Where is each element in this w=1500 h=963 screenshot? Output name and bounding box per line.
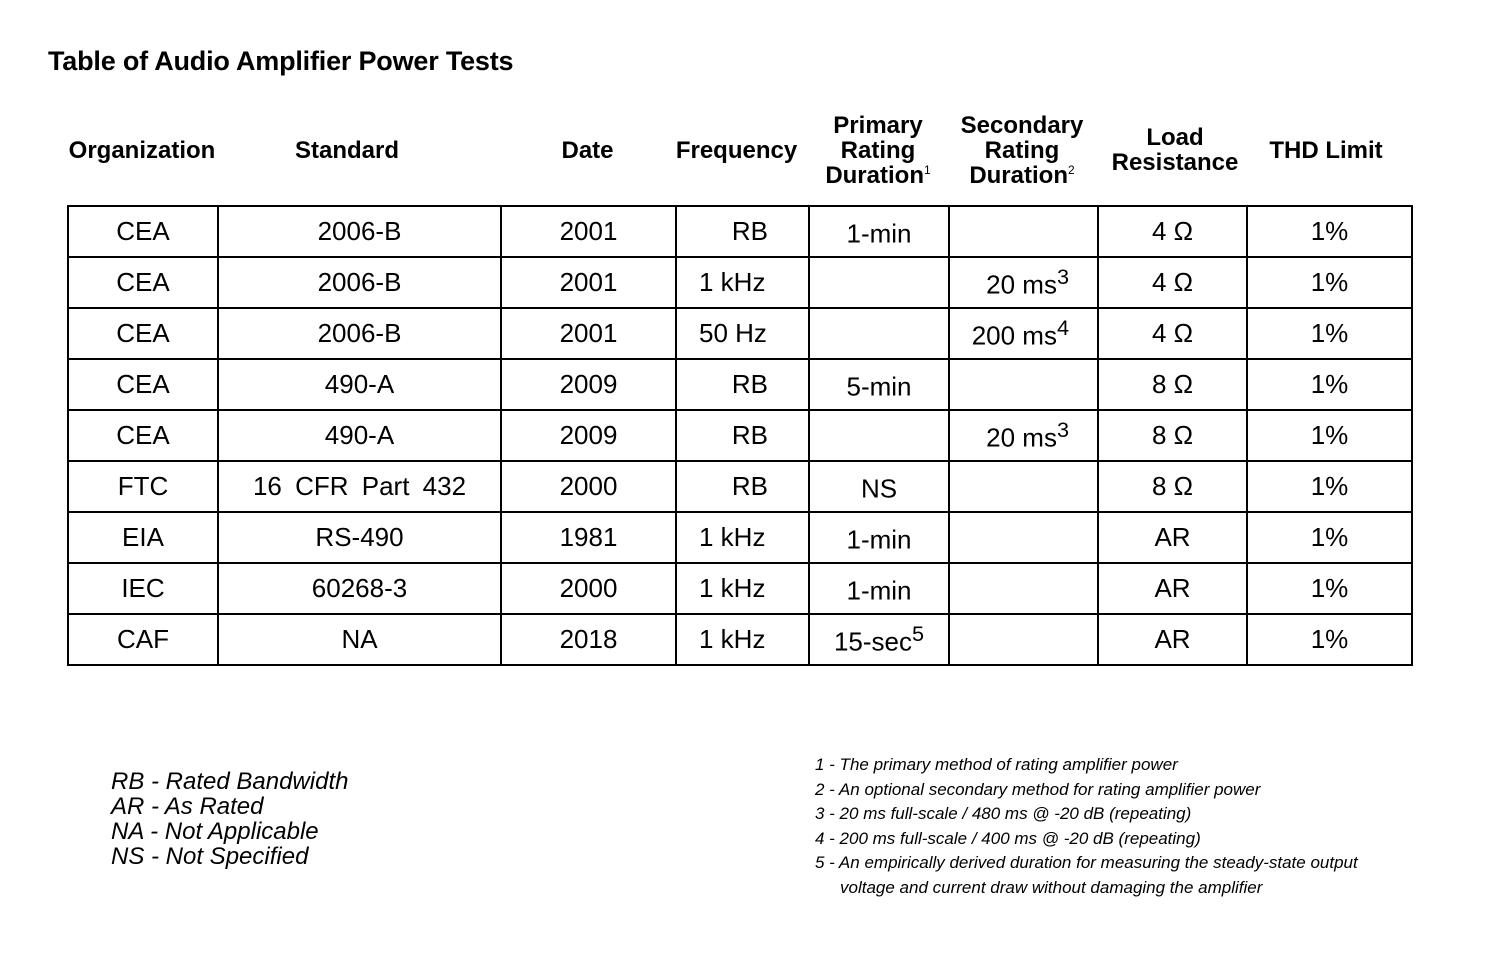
footnote: 1 - The primary method of rating amplifier power bbox=[815, 755, 1178, 774]
cell-standard: NA bbox=[218, 614, 501, 665]
cell-standard: 2006-B bbox=[218, 257, 501, 308]
cell-frequency: 1 kHz bbox=[676, 257, 809, 308]
legend-item: NA - Not Applicable bbox=[111, 818, 319, 845]
cell-organization: CEA bbox=[68, 257, 218, 308]
footnote-ref: 3 bbox=[1056, 264, 1069, 290]
cell-date: 2009 bbox=[501, 359, 676, 410]
table-row bbox=[68, 614, 1412, 665]
cell-organization: FTC bbox=[68, 461, 218, 512]
cell-primary-duration: NS bbox=[809, 461, 949, 512]
cell-date: 2000 bbox=[501, 461, 676, 512]
cell-secondary-duration bbox=[949, 563, 1098, 614]
cell-date: 2009 bbox=[501, 410, 676, 461]
cell-load-resistance: 8 Ω bbox=[1098, 461, 1247, 512]
legend-item: NS - Not Specified bbox=[111, 843, 309, 870]
cell-standard: 490-A bbox=[218, 359, 501, 410]
table-row bbox=[68, 410, 1412, 461]
footnote-continuation: voltage and current draw without damaging the amplifier bbox=[840, 877, 1263, 897]
cell-frequency: RB bbox=[676, 461, 809, 512]
cell-thd-limit: 1% bbox=[1247, 308, 1412, 359]
cell-primary-duration: 1-min bbox=[809, 563, 949, 614]
cell-primary-duration bbox=[809, 257, 949, 308]
cell-primary-duration: 1-min bbox=[809, 512, 949, 563]
header-organization: Organization bbox=[68, 136, 216, 164]
table-row bbox=[68, 206, 1412, 257]
cell-frequency: 1 kHz bbox=[676, 563, 809, 614]
cell-date: 1981 bbox=[501, 512, 676, 563]
cell-organization: CEA bbox=[68, 206, 218, 257]
table-row bbox=[68, 308, 1412, 359]
cell-organization: CEA bbox=[68, 308, 218, 359]
cell-thd-limit: 1% bbox=[1247, 614, 1412, 665]
cell-secondary-duration bbox=[949, 512, 1098, 563]
power-tests-table bbox=[67, 205, 1413, 666]
table-row bbox=[68, 257, 1412, 308]
cell-frequency: RB bbox=[676, 206, 809, 257]
cell-thd-limit: 1% bbox=[1247, 206, 1412, 257]
cell-load-resistance: 4 Ω bbox=[1098, 257, 1247, 308]
page-title: Table of Audio Amplifier Power Tests bbox=[48, 46, 514, 76]
cell-secondary-duration: 20 $ms^3$ bbox=[949, 410, 1098, 461]
cell-date: 2001 bbox=[501, 257, 676, 308]
cell-load-resistance: AR bbox=[1098, 563, 1247, 614]
footnote: 2 - An optional secondary method for rating amplifier power bbox=[815, 779, 1261, 799]
footnote: 4 - 200 ms full-scale / 400 ms @ -20 dB (repeating) bbox=[815, 828, 1201, 848]
cell-thd-limit: 1% bbox=[1247, 512, 1412, 563]
cell-thd-limit: 1% bbox=[1247, 257, 1412, 308]
cell-load-resistance: 8 Ω bbox=[1098, 359, 1247, 410]
cell-secondary-duration bbox=[949, 461, 1098, 512]
cell-organization: CEA bbox=[68, 410, 218, 461]
cell-frequency: RB bbox=[676, 359, 809, 410]
cell-primary-duration: 1-min bbox=[809, 206, 949, 257]
cell-organization: CAF bbox=[68, 614, 218, 665]
cell-secondary-duration: 200 $ms^4$ bbox=[949, 308, 1098, 359]
cell-frequency: RB bbox=[676, 410, 809, 461]
cell-frequency: 50 Hz bbox=[676, 308, 809, 359]
cell-load-resistance: 4 Ω bbox=[1098, 308, 1247, 359]
table-row bbox=[68, 359, 1412, 410]
cell-primary-duration: 5-min bbox=[809, 359, 949, 410]
legend-item: RB - Rated Bandwidth bbox=[111, 768, 349, 795]
cell-standard: 60268-3 bbox=[218, 563, 501, 614]
cell-standard: 490-A bbox=[218, 410, 501, 461]
abbreviation-legend bbox=[111, 769, 348, 869]
footnote-ref: 1 bbox=[923, 162, 931, 177]
table-row bbox=[68, 461, 1412, 512]
header-primary-rating-duration: Primary Rating Duration$^1$ bbox=[825, 111, 931, 189]
footnote-ref: 3 bbox=[1056, 417, 1069, 443]
cell-secondary-duration bbox=[949, 359, 1098, 410]
cell-thd-limit: 1% bbox=[1247, 461, 1412, 512]
footnote: 3 - 20 ms full-scale / 480 ms @ -20 dB (repeating) bbox=[815, 804, 1192, 823]
cell-standard: RS-490 bbox=[218, 512, 501, 563]
cell-thd-limit: 1% bbox=[1247, 563, 1412, 614]
cell-organization: EIA bbox=[68, 512, 218, 563]
cell-secondary-duration bbox=[949, 614, 1098, 665]
header-secondary-rating-duration: Secondary Rating Duration$^2$ bbox=[960, 111, 1084, 189]
cell-secondary-duration: 20 $ms^3$ bbox=[949, 257, 1098, 308]
cell-secondary-duration bbox=[949, 206, 1098, 257]
header-load-resistance: Load Resistance bbox=[1111, 124, 1239, 176]
table-row bbox=[68, 563, 1412, 614]
cell-date: 2001 bbox=[501, 206, 676, 257]
cell-thd-limit: 1% bbox=[1247, 359, 1412, 410]
cell-frequency: 1 kHz bbox=[676, 614, 809, 665]
cell-thd-limit: 1% bbox=[1247, 410, 1412, 461]
cell-date: 2018 bbox=[501, 614, 676, 665]
cell-date: 2000 bbox=[501, 563, 676, 614]
cell-standard: 2006-B bbox=[218, 308, 501, 359]
footnote-ref: 4 bbox=[1056, 315, 1069, 341]
cell-primary-duration bbox=[809, 410, 949, 461]
cell-primary-duration bbox=[809, 308, 949, 359]
cell-primary-duration: $15-\sec^5$ bbox=[809, 614, 949, 665]
cell-date: 2001 bbox=[501, 308, 676, 359]
cell-frequency: 1 kHz bbox=[676, 512, 809, 563]
footnote-ref: 5 bbox=[912, 621, 925, 647]
header-standard: Standard bbox=[294, 136, 399, 164]
cell-organization: IEC bbox=[68, 563, 218, 614]
table-row bbox=[68, 512, 1412, 563]
cell-load-resistance: AR bbox=[1098, 512, 1247, 563]
cell-standard: 16 CFR Part 432 bbox=[218, 461, 501, 512]
cell-load-resistance: AR bbox=[1098, 614, 1247, 665]
footnote: 5 - An empirically derived duration for measuring the steady-state output bbox=[815, 853, 1358, 872]
cell-organization: CEA bbox=[68, 359, 218, 410]
footnote-ref: 2 bbox=[1067, 162, 1075, 177]
legend-item: AR - As Rated bbox=[111, 793, 264, 820]
header-thd-limit: THD Limit bbox=[1269, 136, 1383, 164]
footnotes bbox=[815, 753, 1358, 900]
cell-load-resistance: 8 Ω bbox=[1098, 410, 1247, 461]
header-frequency: Frequency bbox=[675, 136, 798, 164]
cell-standard: 2006-B bbox=[218, 206, 501, 257]
cell-load-resistance: 4 Ω bbox=[1098, 206, 1247, 257]
header-date: Date bbox=[561, 136, 614, 164]
